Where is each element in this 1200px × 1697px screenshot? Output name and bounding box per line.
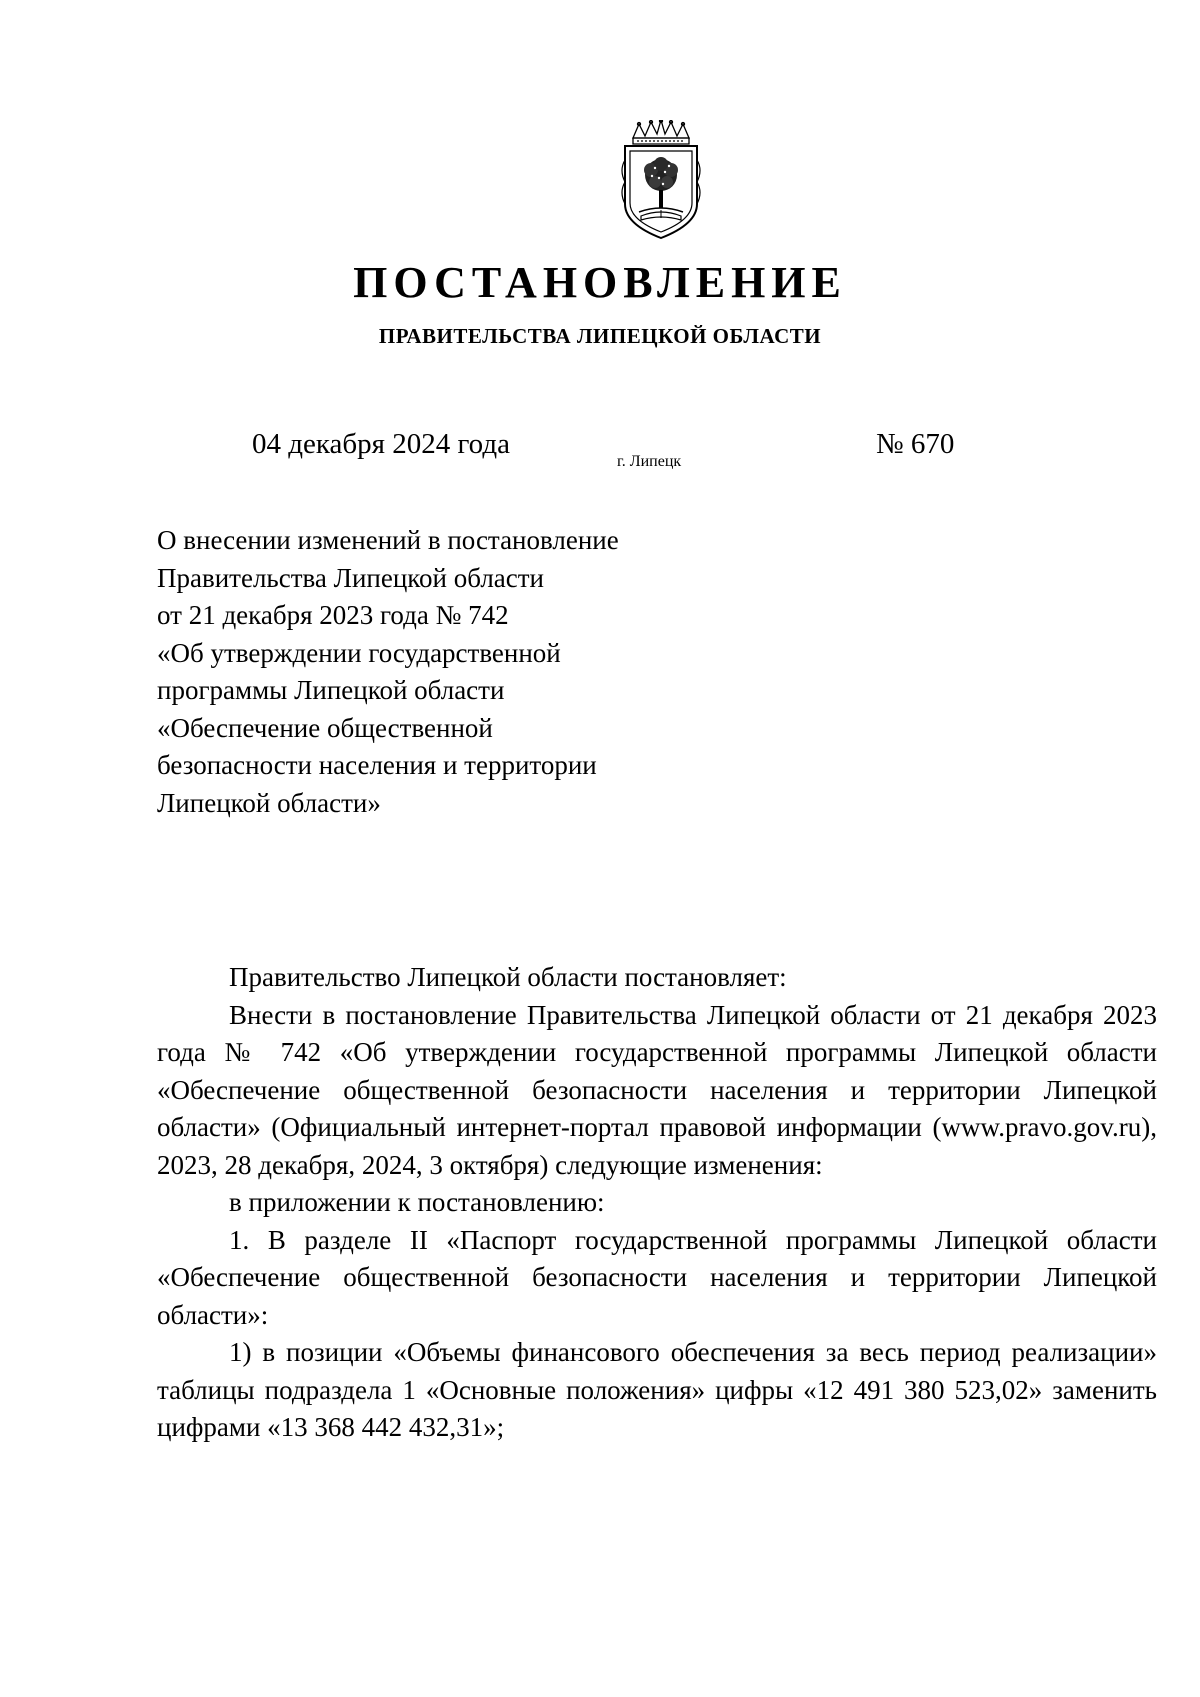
body-paragraph: Правительство Липецкой области постановляет: (229, 962, 787, 992)
body-paragraph: в приложении к постановлению: (229, 1187, 605, 1217)
body-paragraph: 1) в позиции «Объемы финансового обеспечения за весь период реализации» таблицы подраздела 1 «Основные положения» цифры «12 491 380 523,02» заменить цифрами «13 368 442 432,31»; (157, 1337, 1157, 1442)
heading-line: «Об утверждении государственной (157, 637, 561, 668)
coat-of-arms-icon (619, 120, 703, 242)
heading-line: безопасности населения и территории (157, 750, 597, 780)
issuing-authority: ПРАВИТЕЛЬСТВА ЛИПЕЦКОЙ ОБЛАСТИ (378, 324, 822, 348)
document-body (157, 959, 1157, 1447)
document-title: ПОСТАНОВЛЕНИЕ (353, 258, 847, 307)
heading-line: Правительства Липецкой области (157, 562, 545, 593)
document-date: 04 декабря 2024 года (252, 428, 510, 460)
heading-line: «Обеспечение общественной (157, 712, 493, 743)
body-paragraph: Внести в постановление Правительства Липецкой области от 21 декабря 2023 года № 742 «Об утверждении государственной программы Липецкой области «Обеспечение общественной безопасности населения и территории Липецкой области» (Официальный интернет-портал правовой информации (www.pravo.gov.ru), 2023, 28 декабря, 2024, 3 октября) следующие изменения: (157, 999, 1157, 1180)
document-city: г. Липецк (617, 453, 682, 470)
heading-line: Липецкой области» (157, 787, 381, 818)
heading-line: О внесении изменений в постановление (157, 525, 619, 555)
heading-line: от 21 декабря 2023 года № 742 (157, 600, 509, 630)
document-heading (157, 522, 717, 822)
body-paragraph: 1. В разделе II «Паспорт государственной программы Липецкой области «Обеспечение общественной безопасности населения и территории Липецкой области»: (157, 1224, 1157, 1330)
heading-line: программы Липецкой области (157, 675, 505, 705)
document-number: № 670 (876, 428, 955, 460)
